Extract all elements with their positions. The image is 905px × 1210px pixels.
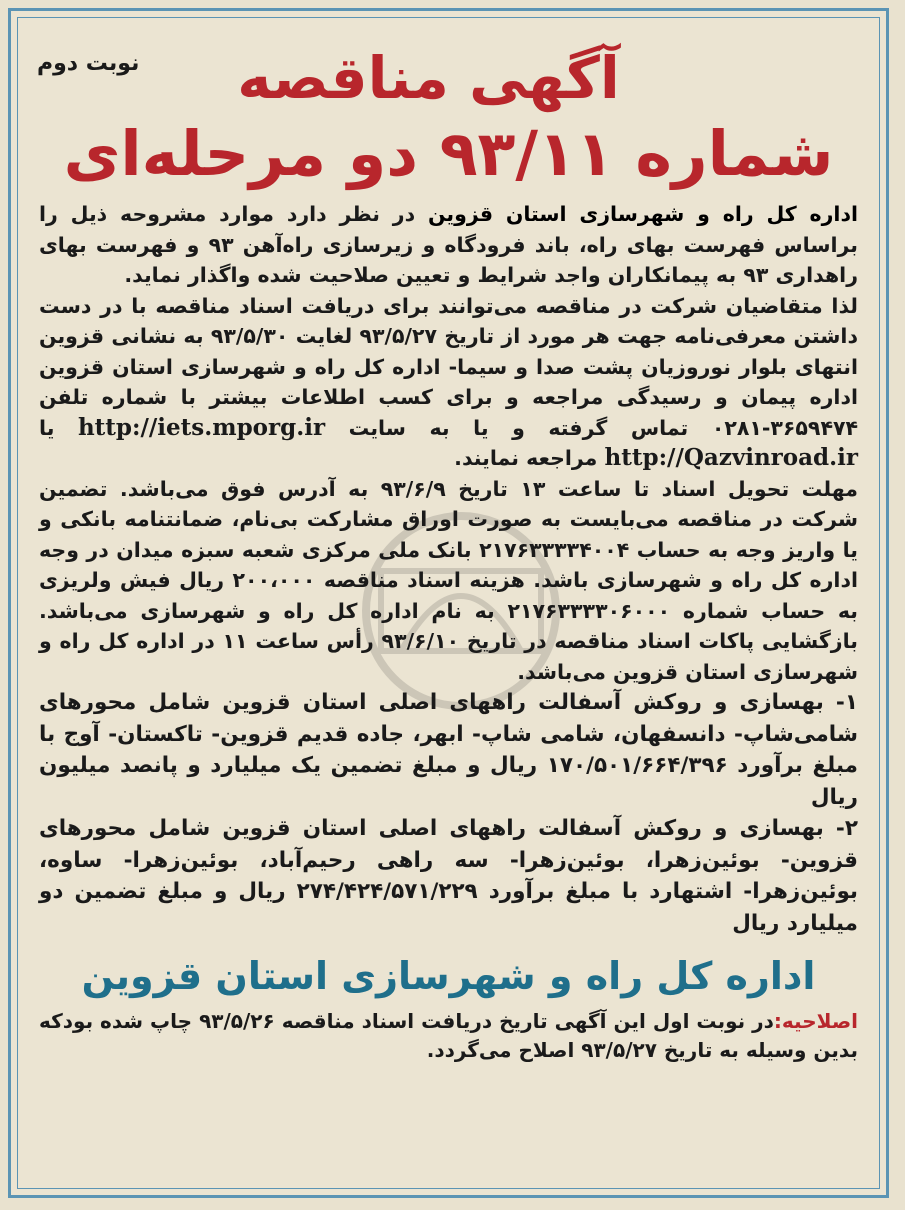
applicants-paragraph bbox=[39, 291, 858, 474]
notice-number: شماره ۹۳/۱۱ دو مرحله‌ای bbox=[63, 117, 834, 190]
round-label: نوبت دوم bbox=[37, 51, 140, 76]
intro-paragraph bbox=[39, 199, 858, 291]
notice-title: آگهی مناقصه bbox=[237, 44, 620, 112]
correction-text: در نوبت اول این آگهی تاریخ دریافت اسناد مناقصه ۹۳/۵/۲۶ چاپ شده بودکه بدین وسیله به تاریخ ۹۳/۵/۲۷ اصلاح می‌گردد. bbox=[39, 1009, 858, 1062]
notice-content bbox=[39, 31, 858, 1185]
tender-item-2: ۲- بهسازی و روکش آسفالت راههای اصلی استان قزوین شامل محورهای قزوین- بوئین‌زهرا، بوئین‌زهرا- سه راهی رحیم‌آباد، بوئین‌زهرا- ساوه، بوئین‌زهرا- اشتهارد با مبلغ برآورد ۲۷۴/۴۲۴/۵۷۱/۲۲۹ ریال و مبلغ تضمین دو میلیارد ریال bbox=[39, 816, 858, 936]
applicants-end-text: مراجعه نمایند. bbox=[454, 446, 605, 470]
tender-item-1: ۱- بهسازی و روکش آسفالت راههای اصلی استان قزوین شامل محورهای شامی‌شاپ- دانسفهان، شامی شاپ- ابهر، جاده قدیم قزوین- تاکستان- آوج با مبلغ برآورد ۱۷۰/۵۰۱/۶۶۴/۳۹۶ ریال و مبلغ تضمین یک میلیارد و پانصد میلیون ریال bbox=[39, 690, 858, 810]
deadline-paragraph: مهلت تحویل اسناد تا ساعت ۱۳ تاریخ ۹۳/۶/۹ به آدرس فوق می‌باشد. تضمین شرکت در مناقصه می‌بایست به صورت اوراق مشارکت بی‌نام، ضمانتنامه بانکی و یا واریز وجه به حساب ۲۱۷۶۳۳۳۳۴۰۰۴ بانک ملی مرکزی شعبه سبزه میدان در وجه اداره کل راه و شهرسازی باشد. هزینه اسناد مناقصه ۲۰۰،۰۰۰ ریال فیش ولریزی به حساب شماره ۲۱۷۶۳۳۳۳۰۶۰۰۰ به نام اداره کل راه و شهرسازی می‌باشد. بازگشایی پاکات اسناد مناقصه در تاریخ ۹۳/۶/۱۰ رأس ساعت ۱۱ در اداره کل راه و شهرسازی استان قزوین می‌باشد. bbox=[39, 476, 858, 684]
organization-name: اداره کل راه و شهرسازی استان قزوین bbox=[427, 202, 859, 226]
website-link-iets[interactable]: http://iets.mporg.ir bbox=[77, 413, 326, 441]
applicants-text: لذا متقاضیان شرکت در مناقصه می‌توانند برای دریافت اسناد مناقصه با در دست داشتن معرفی‌نامه جهت هر مورد از تاریخ ۹۳/۵/۲۷ لغایت ۹۳/۵/۳۰ به نشانی قزوین انتهای بلوار نوروزیان پشت صدا و سیما- اداره کل راه و شهرسازی استان قزوین اداره پیمان و رسیدگی مراجعه و برای کسب اطلاعات بیشتر با شماره تلفن ۳۶۵۹۴۷۴-۰۲۸۱ تماس گرفته و یا به سایت bbox=[39, 293, 858, 440]
notice-frame bbox=[8, 8, 889, 1198]
or-text: یا bbox=[39, 415, 78, 440]
footer-organization: اداره کل راه و شهرسازی استان قزوین bbox=[81, 954, 816, 998]
correction-label: اصلاحیه: bbox=[773, 1009, 858, 1033]
intro-text: در نظر دارد موارد مشروحه ذیل را براساس فهرست بهای راه، باند فرودگاه و زیرسازی راه‌آهن ۹۳ و فهرست بهای راهداری ۹۳ به پیمانکاران واجد شرایط و تعیین صلاحیت شده واگذار نماید. bbox=[39, 202, 858, 287]
website-link-qazvinroad[interactable]: http://Qazvinroad.ir bbox=[604, 444, 858, 471]
correction-paragraph bbox=[39, 1007, 858, 1065]
